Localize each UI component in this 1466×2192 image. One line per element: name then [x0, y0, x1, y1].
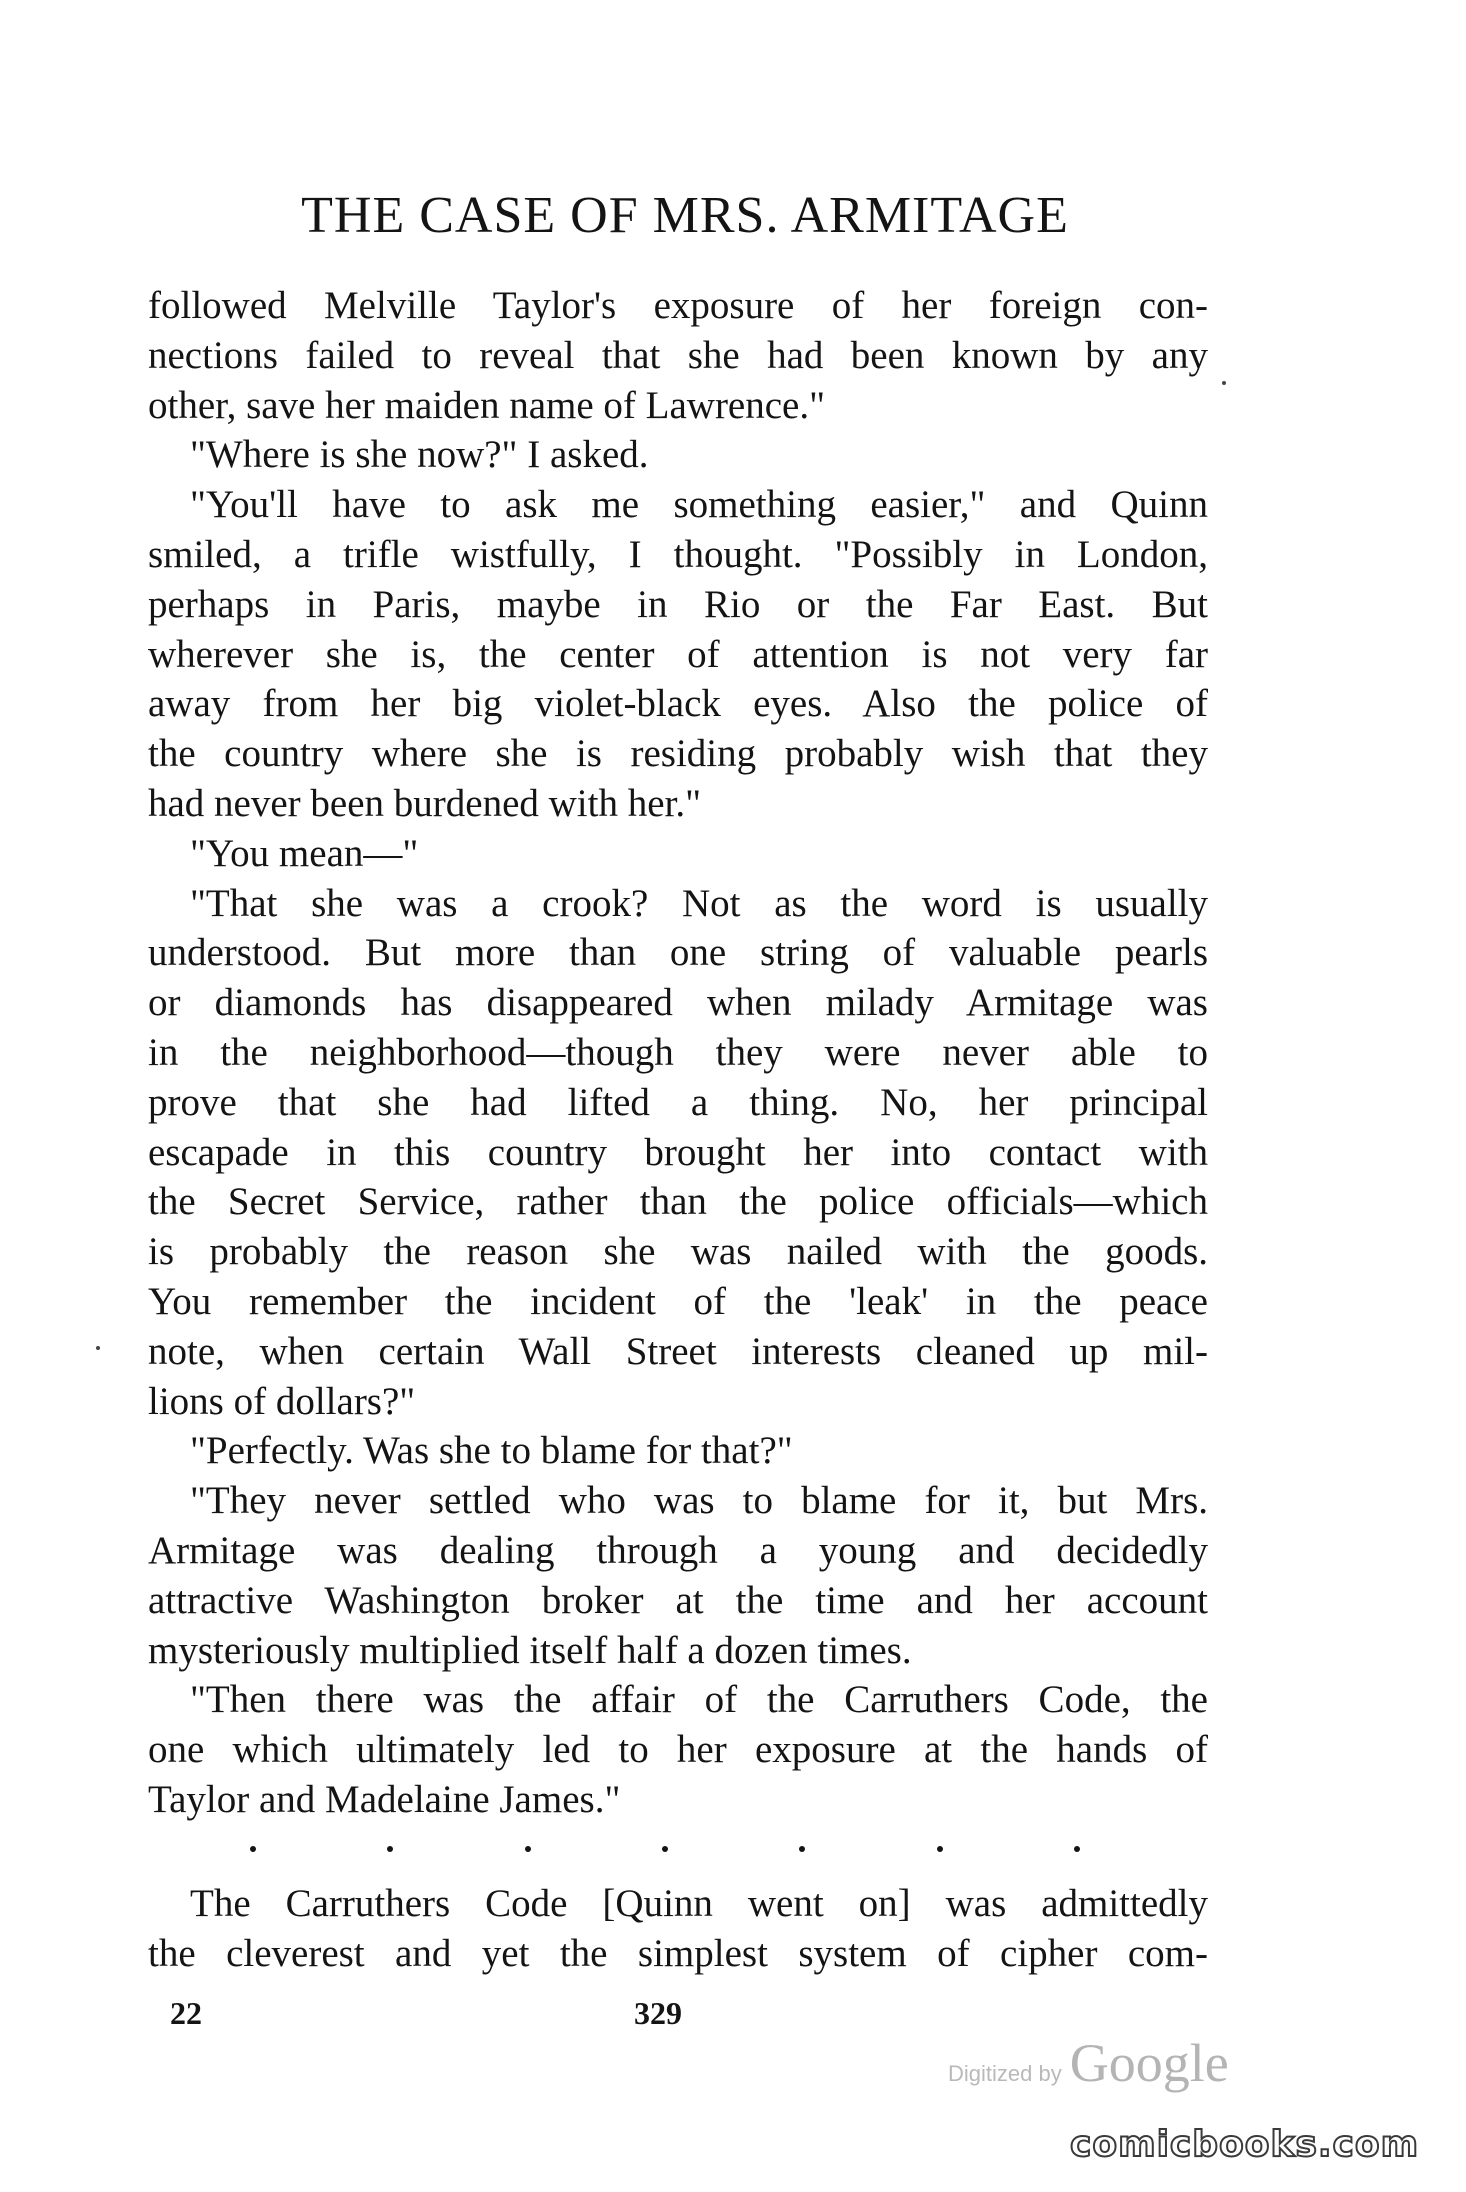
text-line: "You'll have to ask me something easier," and Quinn — [190, 483, 1208, 527]
scan-speck — [1222, 381, 1226, 385]
running-head: THE CASE OF MRS. ARMITAGE — [301, 187, 1069, 244]
text-line: other, save her maiden name of Lawrence." — [148, 383, 826, 427]
text-line: the cleverest and yet the simplest system of cipher com- — [148, 1931, 1208, 1975]
text-line: "Then there was the affair of the Carruthers Code, the — [190, 1678, 1208, 1722]
site-watermark: comicbooks.com — [1070, 2124, 1420, 2165]
text-line: attractive Washington broker at the time and her account — [148, 1578, 1208, 1622]
break-dot — [937, 1846, 943, 1852]
text-line: smiled, a trifle wistfully, I thought. "Possibly in London, — [148, 532, 1208, 576]
text-line: Taylor and Madelaine James." — [148, 1777, 621, 1821]
section-break — [250, 1846, 1080, 1866]
text-line: perhaps in Paris, maybe in Rio or the Far East. But — [148, 582, 1208, 626]
text-line: nections failed to reveal that she had been known by any — [148, 333, 1208, 377]
text-line: away from her big violet-black eyes. Also the police of — [148, 682, 1208, 726]
body-text — [148, 281, 1208, 1825]
scan-speck — [96, 1346, 100, 1350]
text-line: escapade in this country brought her into contact with — [148, 1130, 1208, 1174]
body-text-continued — [148, 1879, 1208, 1979]
text-line: The Carruthers Code [Quinn went on] was admittedly — [190, 1882, 1208, 1925]
digitized-label: Digitized by — [948, 2061, 1062, 2086]
text-line: followed Melville Taylor's exposure of her foreign con- — [148, 284, 1208, 327]
text-line: one which ultimately led to her exposure at the hands of — [148, 1728, 1208, 1772]
text-line: the Secret Service, rather than the police officials—which — [148, 1180, 1208, 1224]
page-number: 329 — [634, 1995, 682, 2031]
break-dot — [662, 1846, 668, 1852]
text-line: had never been burdened with her." — [148, 781, 702, 825]
text-line: prove that she had lifted a thing. No, her principal — [148, 1080, 1208, 1124]
text-line: is probably the reason she was nailed with the goods. — [148, 1230, 1208, 1274]
digitized-by-google — [948, 2032, 1229, 2092]
text-line: wherever she is, the center of attention is not very far — [148, 632, 1208, 676]
break-dot — [799, 1846, 805, 1852]
text-line: "Perfectly. Was she to blame for that?" — [190, 1429, 793, 1473]
text-line: mysteriously multiplied itself half a dozen times. — [148, 1628, 912, 1672]
text-line: "That she was a crook? Not as the word is usually — [190, 881, 1208, 925]
text-line: the country where she is residing probably wish that they — [148, 732, 1208, 776]
text-line: lions of dollars?" — [148, 1379, 416, 1423]
google-logo: Google — [1069, 2033, 1229, 2093]
break-dot — [1074, 1846, 1080, 1852]
text-line: understood. But more than one string of valuable pearls — [148, 931, 1208, 975]
text-line: "They never settled who was to blame for it, but Mrs. — [190, 1479, 1208, 1523]
signature-mark: 22 — [170, 1995, 202, 2031]
break-dot — [387, 1846, 393, 1852]
break-dot — [250, 1846, 256, 1852]
text-line: or diamonds has disappeared when milady Armitage was — [148, 981, 1208, 1025]
text-line: "You mean—" — [190, 831, 419, 875]
text-line: "Where is she now?" I asked. — [190, 433, 649, 477]
text-line: Armitage was dealing through a young and decidedly — [148, 1528, 1208, 1572]
text-line: You remember the incident of the 'leak' in the peace — [148, 1279, 1208, 1323]
break-dot — [525, 1846, 531, 1852]
text-line: in the neighborhood—though they were never able to — [148, 1030, 1208, 1074]
text-line: note, when certain Wall Street interests cleaned up mil- — [148, 1329, 1208, 1373]
